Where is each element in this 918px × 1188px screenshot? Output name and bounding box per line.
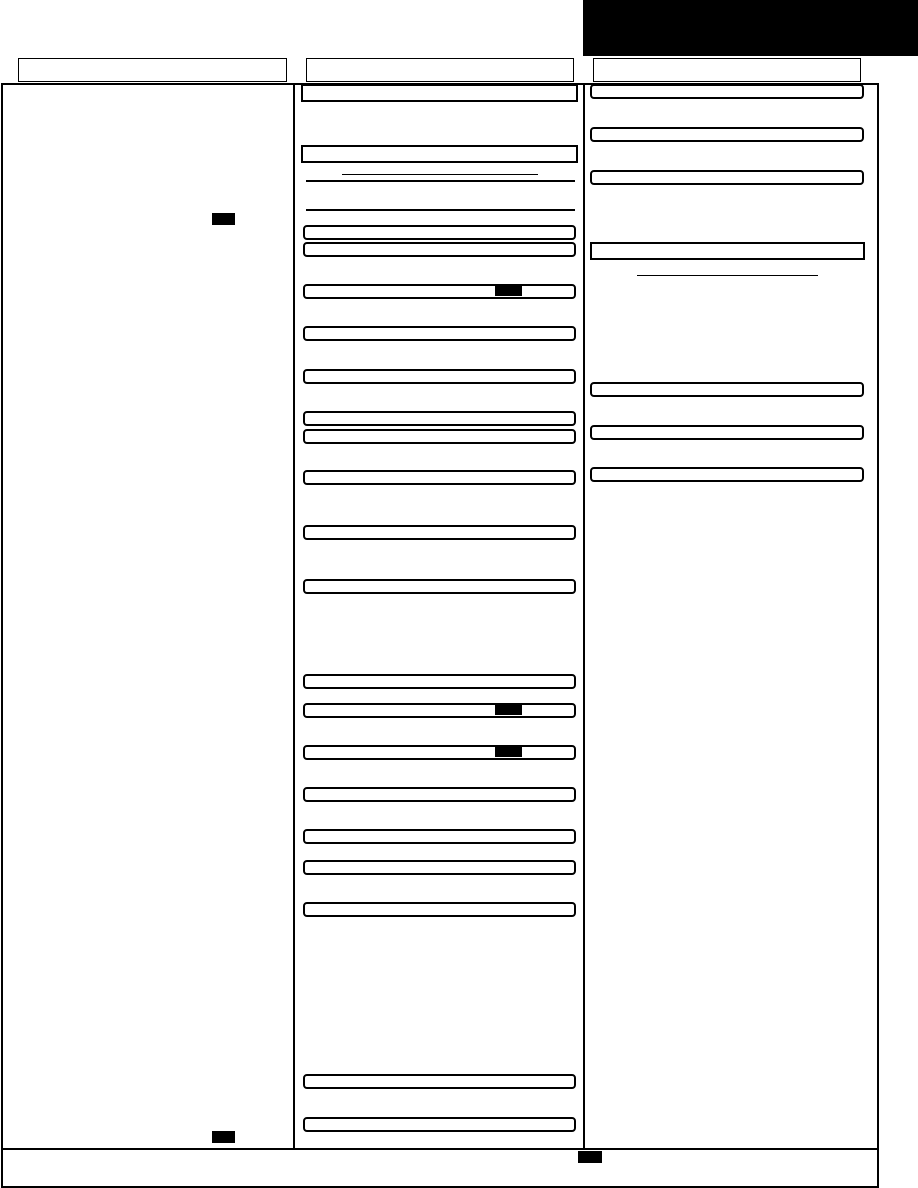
form-title-block	[583, 0, 918, 56]
form-field-col2-17[interactable]	[303, 902, 576, 917]
form-field-col2-2[interactable]	[303, 242, 576, 257]
form-field-col2-11[interactable]	[303, 674, 576, 689]
form-field-col3-6[interactable]	[590, 467, 864, 482]
form-field-col2-13[interactable]	[303, 745, 576, 760]
form-field-col2-4[interactable]	[303, 326, 576, 341]
marker-col1-bottom	[212, 1131, 235, 1143]
form-field-col3-3[interactable]	[590, 170, 864, 185]
column-divider-1	[293, 83, 295, 1149]
underline-col2-long-2	[306, 209, 575, 211]
marker-col2-3	[495, 745, 522, 757]
form-field-col2-6[interactable]	[303, 411, 576, 426]
form-field-col2-section-header-1[interactable]	[301, 84, 578, 102]
marker-footer	[578, 1151, 602, 1163]
marker-col1-top	[212, 213, 235, 225]
form-field-col2-7[interactable]	[303, 429, 576, 444]
form-field-col2-3[interactable]	[303, 284, 576, 299]
form-field-col2-18[interactable]	[303, 1074, 576, 1089]
form-field-col2-10[interactable]	[303, 579, 576, 594]
column-header-1	[18, 58, 287, 82]
form-field-col2-5[interactable]	[303, 369, 576, 384]
form-field-col3-2[interactable]	[590, 127, 864, 142]
underline-col2-long-1	[306, 180, 575, 182]
column-header-3	[593, 58, 861, 82]
form-field-col2-16[interactable]	[303, 860, 576, 875]
form-field-col3-5[interactable]	[590, 425, 864, 440]
underline-col2-short	[342, 174, 538, 175]
form-footer	[1, 1148, 879, 1188]
marker-col2-1	[495, 284, 522, 296]
underline-col3	[637, 275, 818, 276]
form-field-col3-1[interactable]	[590, 84, 864, 99]
form-field-col2-12[interactable]	[303, 703, 576, 718]
form-field-col2-1[interactable]	[303, 225, 576, 240]
form-field-col2-19[interactable]	[303, 1117, 576, 1132]
column-divider-2	[583, 83, 585, 1149]
form-field-col2-section-header-2[interactable]	[301, 145, 578, 163]
form-field-col3-4[interactable]	[590, 382, 864, 397]
marker-col2-2	[495, 703, 522, 715]
column-header-2	[306, 58, 574, 82]
form-field-col2-14[interactable]	[303, 787, 576, 802]
form-field-col2-8[interactable]	[303, 470, 576, 485]
form-field-col2-15[interactable]	[303, 829, 576, 844]
form-field-col3-section-header[interactable]	[590, 242, 865, 260]
form-field-col2-9[interactable]	[303, 525, 576, 540]
